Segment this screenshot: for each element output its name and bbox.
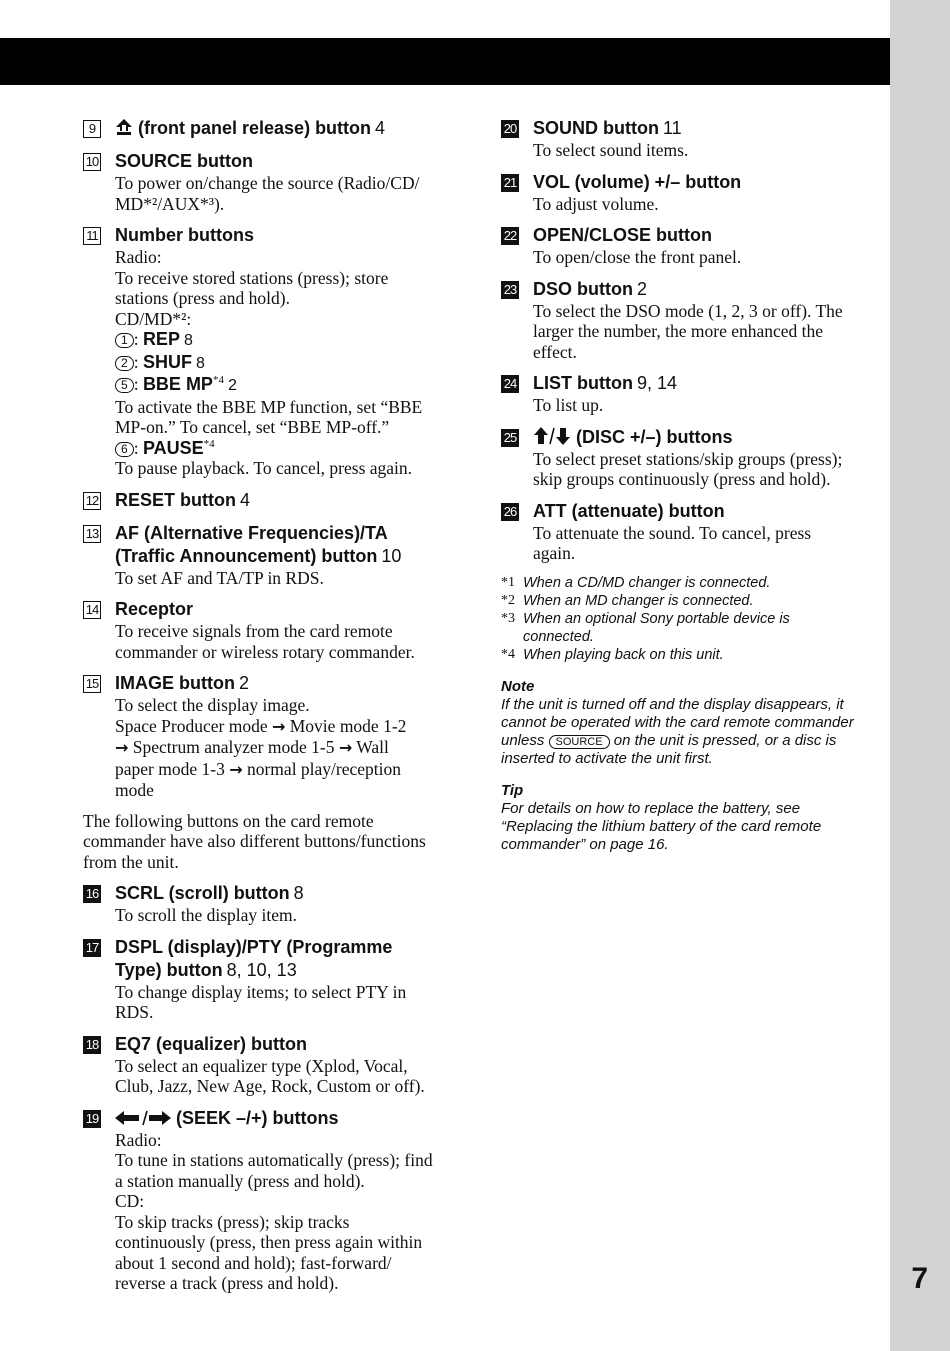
item-26 (501, 500, 881, 564)
text-line: again. (533, 543, 576, 563)
text-line: reverse a track (press and hold). (115, 1273, 339, 1293)
item-heading (533, 372, 881, 395)
seek-arrows-icon (115, 1110, 171, 1126)
text-line: To open/close the front panel. (533, 247, 742, 267)
item-description (115, 1130, 463, 1294)
item-label: IMAGE button (115, 673, 235, 693)
item-12 (83, 489, 463, 512)
text-line: from the unit. (83, 851, 179, 872)
text-line: Radio: (115, 1129, 162, 1150)
item-marker: 26 (501, 503, 519, 521)
mode-sequence-line: mode (115, 780, 154, 800)
item-25 (501, 426, 881, 490)
item-label: Type) button (115, 959, 223, 980)
text-line: Club, Jazz, New Age, Rock, Custom or off). (115, 1076, 425, 1096)
item-description (115, 695, 463, 801)
item-marker: 9 (83, 120, 101, 138)
item-label: DSPL (display)/PTY (Programme (115, 936, 393, 957)
text-line: To select preset stations/skip groups (press); (533, 448, 843, 469)
item-heading (115, 672, 463, 695)
item-description (533, 140, 881, 161)
text-line: effect. (533, 341, 577, 362)
text-line: CD: (115, 1191, 145, 1211)
text-line: commander or wireless rotary commander. (115, 641, 415, 662)
mode-name: normal play/reception (246, 758, 402, 779)
item-label: SOUND button (533, 118, 659, 138)
footnote-text: When an optional Sony portable device is (523, 610, 790, 627)
item-17 (83, 936, 463, 1023)
footnote-mark: *3 (501, 610, 515, 626)
right-column (501, 117, 881, 854)
item-heading (533, 426, 881, 449)
item-heading: OPEN/CLOSE button (533, 225, 712, 245)
item-11 (83, 224, 463, 479)
text-line: To set AF and TA/TP in RDS. (115, 567, 324, 588)
page-ref: 11 (662, 118, 682, 138)
text-line: Radio: (115, 247, 162, 267)
intro-paragraph (83, 811, 463, 873)
text-line: stations (press and hold). (115, 288, 290, 308)
item-marker: 24 (501, 375, 519, 393)
key-function: PAUSE (142, 437, 204, 458)
page-edge-strip (890, 0, 950, 1351)
text-line: The following buttons on the card remote (83, 810, 374, 831)
item-marker: 18 (83, 1036, 101, 1054)
item-13 (83, 522, 463, 589)
item-description (115, 905, 463, 926)
page-ref: 10 (381, 545, 402, 566)
item-label: LIST button (533, 373, 633, 393)
item-description (533, 449, 881, 490)
text-line (501, 732, 881, 750)
page-number: 7 (911, 1262, 928, 1295)
item-heading (533, 278, 881, 301)
item-marker: 16 (83, 885, 101, 903)
item-marker: 11 (83, 227, 101, 245)
text-line: RDS. (115, 1002, 154, 1022)
item-21 (501, 171, 881, 215)
key-line-bbe: 5 : BBE MP$^{*4}$ 2 (115, 374, 463, 397)
footnote-text: When a CD/MD changer is connected. (523, 574, 771, 591)
item-heading: Receptor (115, 599, 194, 619)
item-10 (83, 150, 463, 214)
text-line: a station manually (press and hold). (115, 1170, 365, 1191)
item-description (115, 247, 463, 479)
item-9 (83, 117, 463, 140)
item-label: RESET button (115, 489, 236, 510)
number-key-6: 6 (115, 442, 134, 457)
footnote-mark: *4 (212, 374, 224, 387)
item-label: SCRL (scroll) button (115, 883, 290, 903)
item-description (533, 194, 881, 215)
number-key-1: 1 (115, 333, 134, 348)
footnote-text: connected. (523, 628, 594, 645)
text-line: MD*²/AUX*³). (115, 193, 225, 214)
item-heading (115, 1107, 463, 1130)
key-function: REP (142, 329, 180, 349)
item-description (115, 173, 463, 214)
item-heading (115, 936, 463, 982)
item-22 (501, 224, 881, 268)
item-15 (83, 672, 463, 801)
text-line: To attenuate the sound. To cancel, press (533, 522, 812, 543)
footnote-mark: *2 (501, 592, 515, 608)
page-ref: 4 (239, 489, 250, 510)
arrow-right-icon: → (115, 738, 129, 757)
note-heading: Note (501, 677, 535, 695)
item-heading: ATT (attenuate) button (533, 500, 725, 521)
text-line: “Replacing the lithium battery of the card remote (501, 817, 822, 835)
source-button-symbol: SOURCE (549, 735, 610, 749)
header-bar (0, 38, 890, 85)
tip-heading: Tip (501, 781, 524, 799)
item-description (115, 568, 463, 589)
item-heading: VOL (volume) +/– button (533, 171, 742, 192)
front-panel-release-icon (115, 118, 133, 136)
arrow-right-icon: → (271, 716, 286, 736)
text-line: To change display items; to select PTY in (115, 981, 407, 1002)
mode-name: paper mode 1-3 (115, 758, 225, 779)
page-ref: 2 (227, 377, 237, 394)
text-fragment: unless (501, 731, 545, 749)
item-marker: 15 (83, 675, 101, 693)
footnote-text: When playing back on this unit. (523, 646, 724, 663)
page-ref: 4 (375, 118, 386, 138)
item-description (115, 621, 463, 662)
mode-sequence-line (115, 716, 463, 738)
item-marker: 19 (83, 1110, 101, 1128)
mode-sequence-line (115, 737, 463, 759)
footnote-text: When an MD changer is connected. (523, 592, 754, 609)
item-16 (83, 882, 463, 926)
page-ref: 8 (183, 332, 193, 349)
item-marker: 17 (83, 939, 101, 957)
text-line: To receive stored stations (press); store (115, 267, 389, 288)
item-marker: 10 (83, 153, 101, 171)
left-column (83, 117, 463, 1304)
footnote-2 (501, 592, 881, 610)
number-key-5: 5 (115, 378, 134, 393)
text-line: commander” on page 16. (501, 835, 669, 853)
item-19 (83, 1107, 463, 1294)
item-label: AF (Alternative Frequencies)/TA (115, 522, 388, 543)
text-line: MP-on.” To cancel, set “BBE MP-off.” (115, 417, 390, 437)
item-description (115, 982, 463, 1023)
text-line: To tune in stations automatically (press); find (115, 1150, 433, 1170)
text-line: cannot be operated with the card remote commander (501, 713, 854, 731)
text-line: To power on/change the source (Radio/CD/ (115, 173, 420, 193)
text-line: To adjust volume. (533, 193, 659, 214)
key-function: SHUF (142, 351, 192, 372)
footnote-3 (501, 610, 881, 646)
text-line: CD/MD*²: (115, 308, 192, 329)
text-line: larger the number, the more enhanced the (533, 321, 824, 341)
text-line: To select the display image. (115, 695, 310, 715)
item-marker: 20 (501, 120, 519, 138)
text-line: To select the DSO mode (1, 2, 3 or off). The (533, 300, 843, 321)
footnote-mark: *4 (501, 646, 515, 662)
item-heading (115, 117, 463, 140)
item-heading: SOURCE button (115, 151, 253, 171)
footnote-1 (501, 574, 881, 592)
text-line: To pause playback. To cancel, press again. (115, 458, 413, 478)
text-line: skip groups continuously (press and hold). (533, 469, 831, 489)
item-23 (501, 278, 881, 363)
text-line: inserted to activate the unit first. (501, 749, 713, 767)
item-heading: EQ7 (equalizer) button (115, 1033, 308, 1054)
item-marker: 14 (83, 601, 101, 619)
mode-sequence-line (115, 759, 463, 781)
item-heading: Number buttons (115, 225, 254, 245)
mode-name: Wall (356, 737, 389, 757)
item-label: (Traffic Announcement) button (115, 545, 378, 566)
item-20 (501, 117, 881, 161)
disc-up-down-icon (533, 427, 571, 445)
text-line: continuously (press, then press again within (115, 1232, 423, 1252)
item-14 (83, 598, 463, 662)
text-line: To select an equalizer type (Xplod, Vocal, (115, 1055, 408, 1076)
key-function: BBE MP (142, 374, 213, 394)
item-description (533, 247, 881, 268)
footnote-4 (501, 646, 881, 664)
footnote-mark: *4 (203, 437, 215, 450)
page-ref: 8, 10, 13 (226, 959, 297, 980)
item-description (533, 523, 881, 564)
item-marker: 22 (501, 227, 519, 245)
mode-name: Movie mode 1-2 (289, 715, 407, 736)
page-ref: 2 (636, 278, 647, 299)
page-ref: 2 (238, 673, 249, 693)
item-18 (83, 1033, 463, 1097)
text-line: For details on how to replace the battery, see (501, 799, 801, 817)
text-line: about 1 second and hold); fast-forward/ (115, 1252, 392, 1273)
key-line-pause: 6 : PAUSE$^{*4}$ (115, 438, 463, 459)
text-line: To list up. (533, 395, 604, 415)
footnotes (501, 574, 881, 664)
item-marker: 25 (501, 429, 519, 447)
item-description (533, 395, 881, 416)
text-line: To scroll the display item. (115, 905, 298, 925)
key-line-rep: 1 : REP 8 (115, 329, 463, 352)
item-24 (501, 372, 881, 416)
item-description (533, 301, 881, 363)
arrow-right-icon: → (229, 759, 243, 779)
item-marker: 13 (83, 525, 101, 543)
item-heading (115, 522, 463, 568)
text-line: commander have also different buttons/functions (83, 831, 426, 851)
text-line: To receive signals from the card remote (115, 621, 393, 641)
text-line: If the unit is turned off and the display disappears, it (501, 695, 844, 713)
item-marker: 12 (83, 492, 101, 510)
text-line: To select sound items. (533, 140, 689, 160)
number-key-2: 2 (115, 356, 134, 371)
text-fragment: on the unit is pressed, or a disc is (613, 731, 837, 749)
text-line: To activate the BBE MP function, set “BBE (115, 396, 423, 417)
note-body (501, 696, 881, 768)
page-ref: 8 (195, 354, 205, 372)
item-heading (115, 882, 463, 905)
item-marker: 21 (501, 174, 519, 192)
footnote-mark: *1 (501, 574, 515, 590)
text-line: To skip tracks (press); skip tracks (115, 1211, 350, 1232)
page-ref: 8 (293, 883, 304, 903)
arrow-right-icon: → (338, 738, 353, 757)
item-heading (115, 489, 463, 512)
item-label: (front panel release) button (138, 118, 372, 138)
item-description (115, 1056, 463, 1097)
item-marker: 23 (501, 281, 519, 299)
item-label: (DISC +/–) buttons (576, 426, 733, 447)
mode-name: Space Producer mode (115, 715, 268, 736)
mode-name: Spectrum analyzer mode 1-5 (132, 737, 335, 757)
item-label: (SEEK –/+) buttons (176, 1107, 339, 1128)
item-label: DSO button (533, 278, 633, 299)
page-ref: 9, 14 (636, 373, 678, 393)
key-line-shuf: 2 : SHUF 8 (115, 352, 463, 375)
item-heading (533, 117, 881, 140)
tip-body (501, 800, 881, 854)
